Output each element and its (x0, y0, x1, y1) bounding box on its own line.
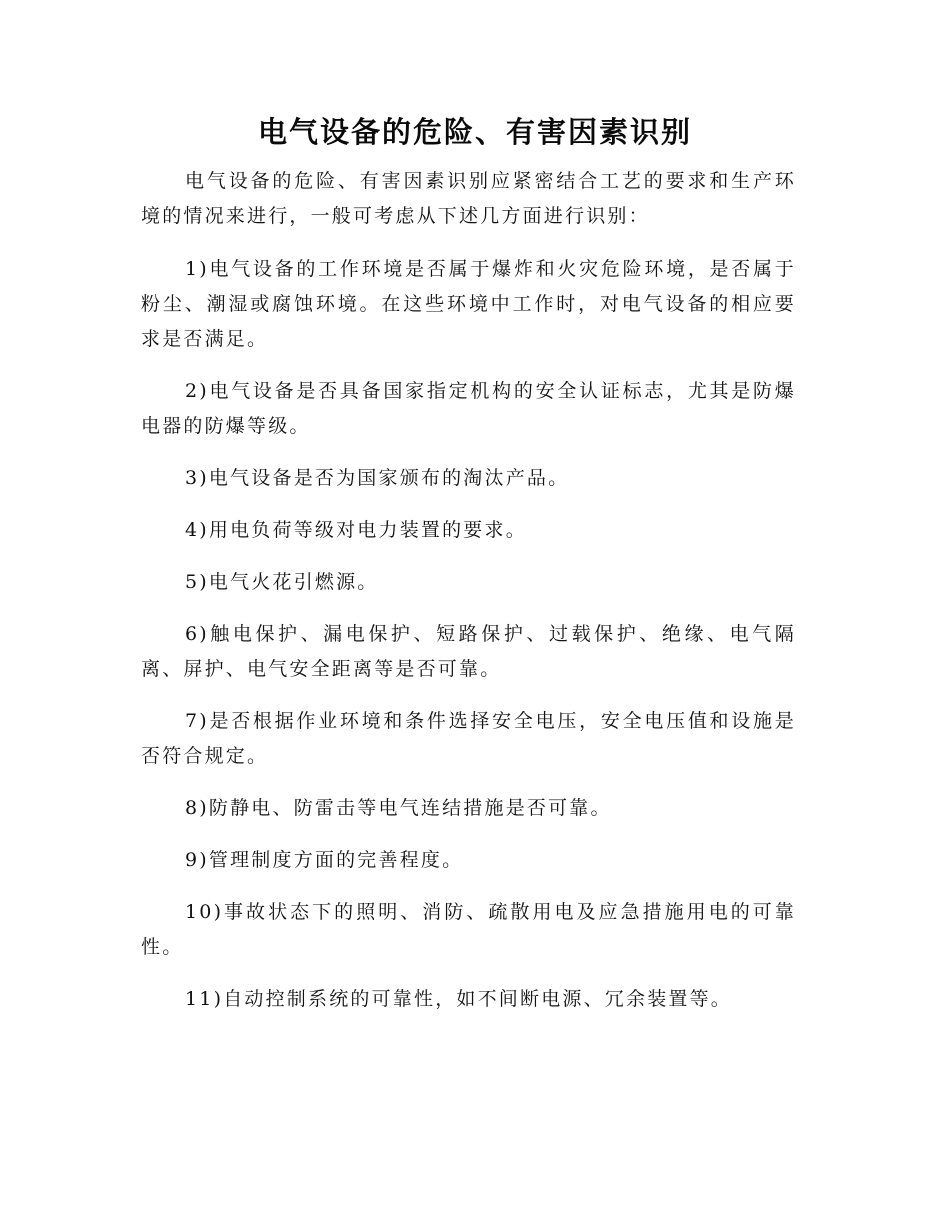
list-item: 2)电气设备是否具备国家指定机构的安全认证标志，尤其是防爆电器的防爆等级。 (141, 380, 796, 437)
list-item: 3)电气设备是否为国家颁布的淘汰产品。 (185, 467, 570, 489)
list-item: 10)事故状态下的照明、消防、疏散用电及应急措施用电的可靠性。 (141, 901, 796, 958)
list-item: 1)电气设备的工作环境是否属于爆炸和火灾危险环境，是否属于粉尘、潮湿或腐蚀环境。在这些环境中工作时，对电气设备的相应要求是否满足。 (141, 258, 796, 350)
list-item: 7)是否根据作业环境和条件选择安全电压，安全电压值和设施是否符合规定。 (141, 710, 796, 767)
list-item: 9)管理制度方面的完善程度。 (185, 849, 464, 871)
list-item: 6)触电保护、漏电保护、短路保护、过载保护、绝缘、电气隔离、屏护、电气安全距离等是否可靠。 (141, 623, 796, 680)
document-title: 电气设备的危险、有害因素识别 (257, 115, 692, 149)
list-item: 11)自动控制系统的可靠性，如不间断电源、冗余装置等。 (185, 988, 732, 1010)
list-item: 8)防静电、防雷击等电气连结措施是否可靠。 (185, 797, 612, 819)
document-body (141, 164, 796, 1034)
list-item: 4)用电负荷等级对电力装置的要求。 (185, 519, 527, 541)
intro-paragraph: 电气设备的危险、有害因素识别应紧密结合工艺的要求和生产环境的情况来进行，一般可考虑从下述几方面进行识别： (141, 170, 796, 227)
list-item: 5)电气火花引燃源。 (185, 571, 379, 593)
